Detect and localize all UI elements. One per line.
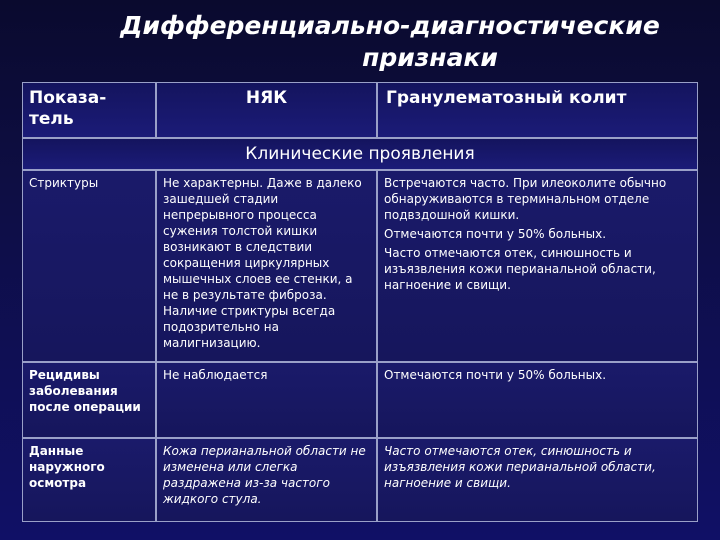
gk-paragraph: Встречаются часто. При илеоколите обычно обнаруживаются в терминальном отделе подвздошной кишки. bbox=[384, 176, 667, 222]
row-nyak-cell: Кожа перианальной области не изменена или слегка раздражена из-за частого жидкого стула. bbox=[156, 438, 377, 522]
gk-paragraph: Часто отмечаются отек, синюшность и изъязвления кожи перианальной области, нагноение и свищи. bbox=[384, 444, 656, 490]
row-label: Рецидивы заболевания после операции bbox=[22, 362, 156, 438]
gk-paragraph: Часто отмечаются отек, синюшность и изъязвления кожи перианальной области, нагноение и свищи. bbox=[384, 246, 656, 292]
gk-paragraph: Отмечаются почти у 50% больных. bbox=[384, 227, 607, 241]
gk-paragraph: Отмечаются почти у 50% больных. bbox=[384, 368, 607, 382]
row-gk-cell bbox=[377, 438, 698, 522]
row-gk-cell bbox=[377, 362, 698, 438]
header-granulomatous-colitis: Гранулематозный колит bbox=[377, 82, 698, 138]
comparison-table bbox=[22, 82, 698, 522]
row-label: Данные наружного осмотра bbox=[22, 438, 156, 522]
header-indicator: Показа-тель bbox=[22, 82, 156, 138]
slide-title-line2: признаки bbox=[362, 43, 498, 72]
slide-title bbox=[0, 10, 720, 74]
slide-title-line1: Дифференциально-диагностические bbox=[120, 11, 660, 40]
section-clinical-manifestations: Клинические проявления bbox=[22, 138, 698, 170]
row-gk-cell bbox=[377, 170, 698, 362]
row-nyak-cell: Не характерны. Даже в далеко зашедшей стадии непрерывного процесса сужения толстой кишки возникают в следствии сокращения циркулярных мышечных слоев ее стенки, а не в результате фиброза. Наличие стриктуры всегда подозрительно на малигнизацию. bbox=[156, 170, 377, 362]
row-label: Стриктуры bbox=[22, 170, 156, 362]
header-nyak: НЯК bbox=[156, 82, 377, 138]
row-nyak-cell: Не наблюдается bbox=[156, 362, 377, 438]
